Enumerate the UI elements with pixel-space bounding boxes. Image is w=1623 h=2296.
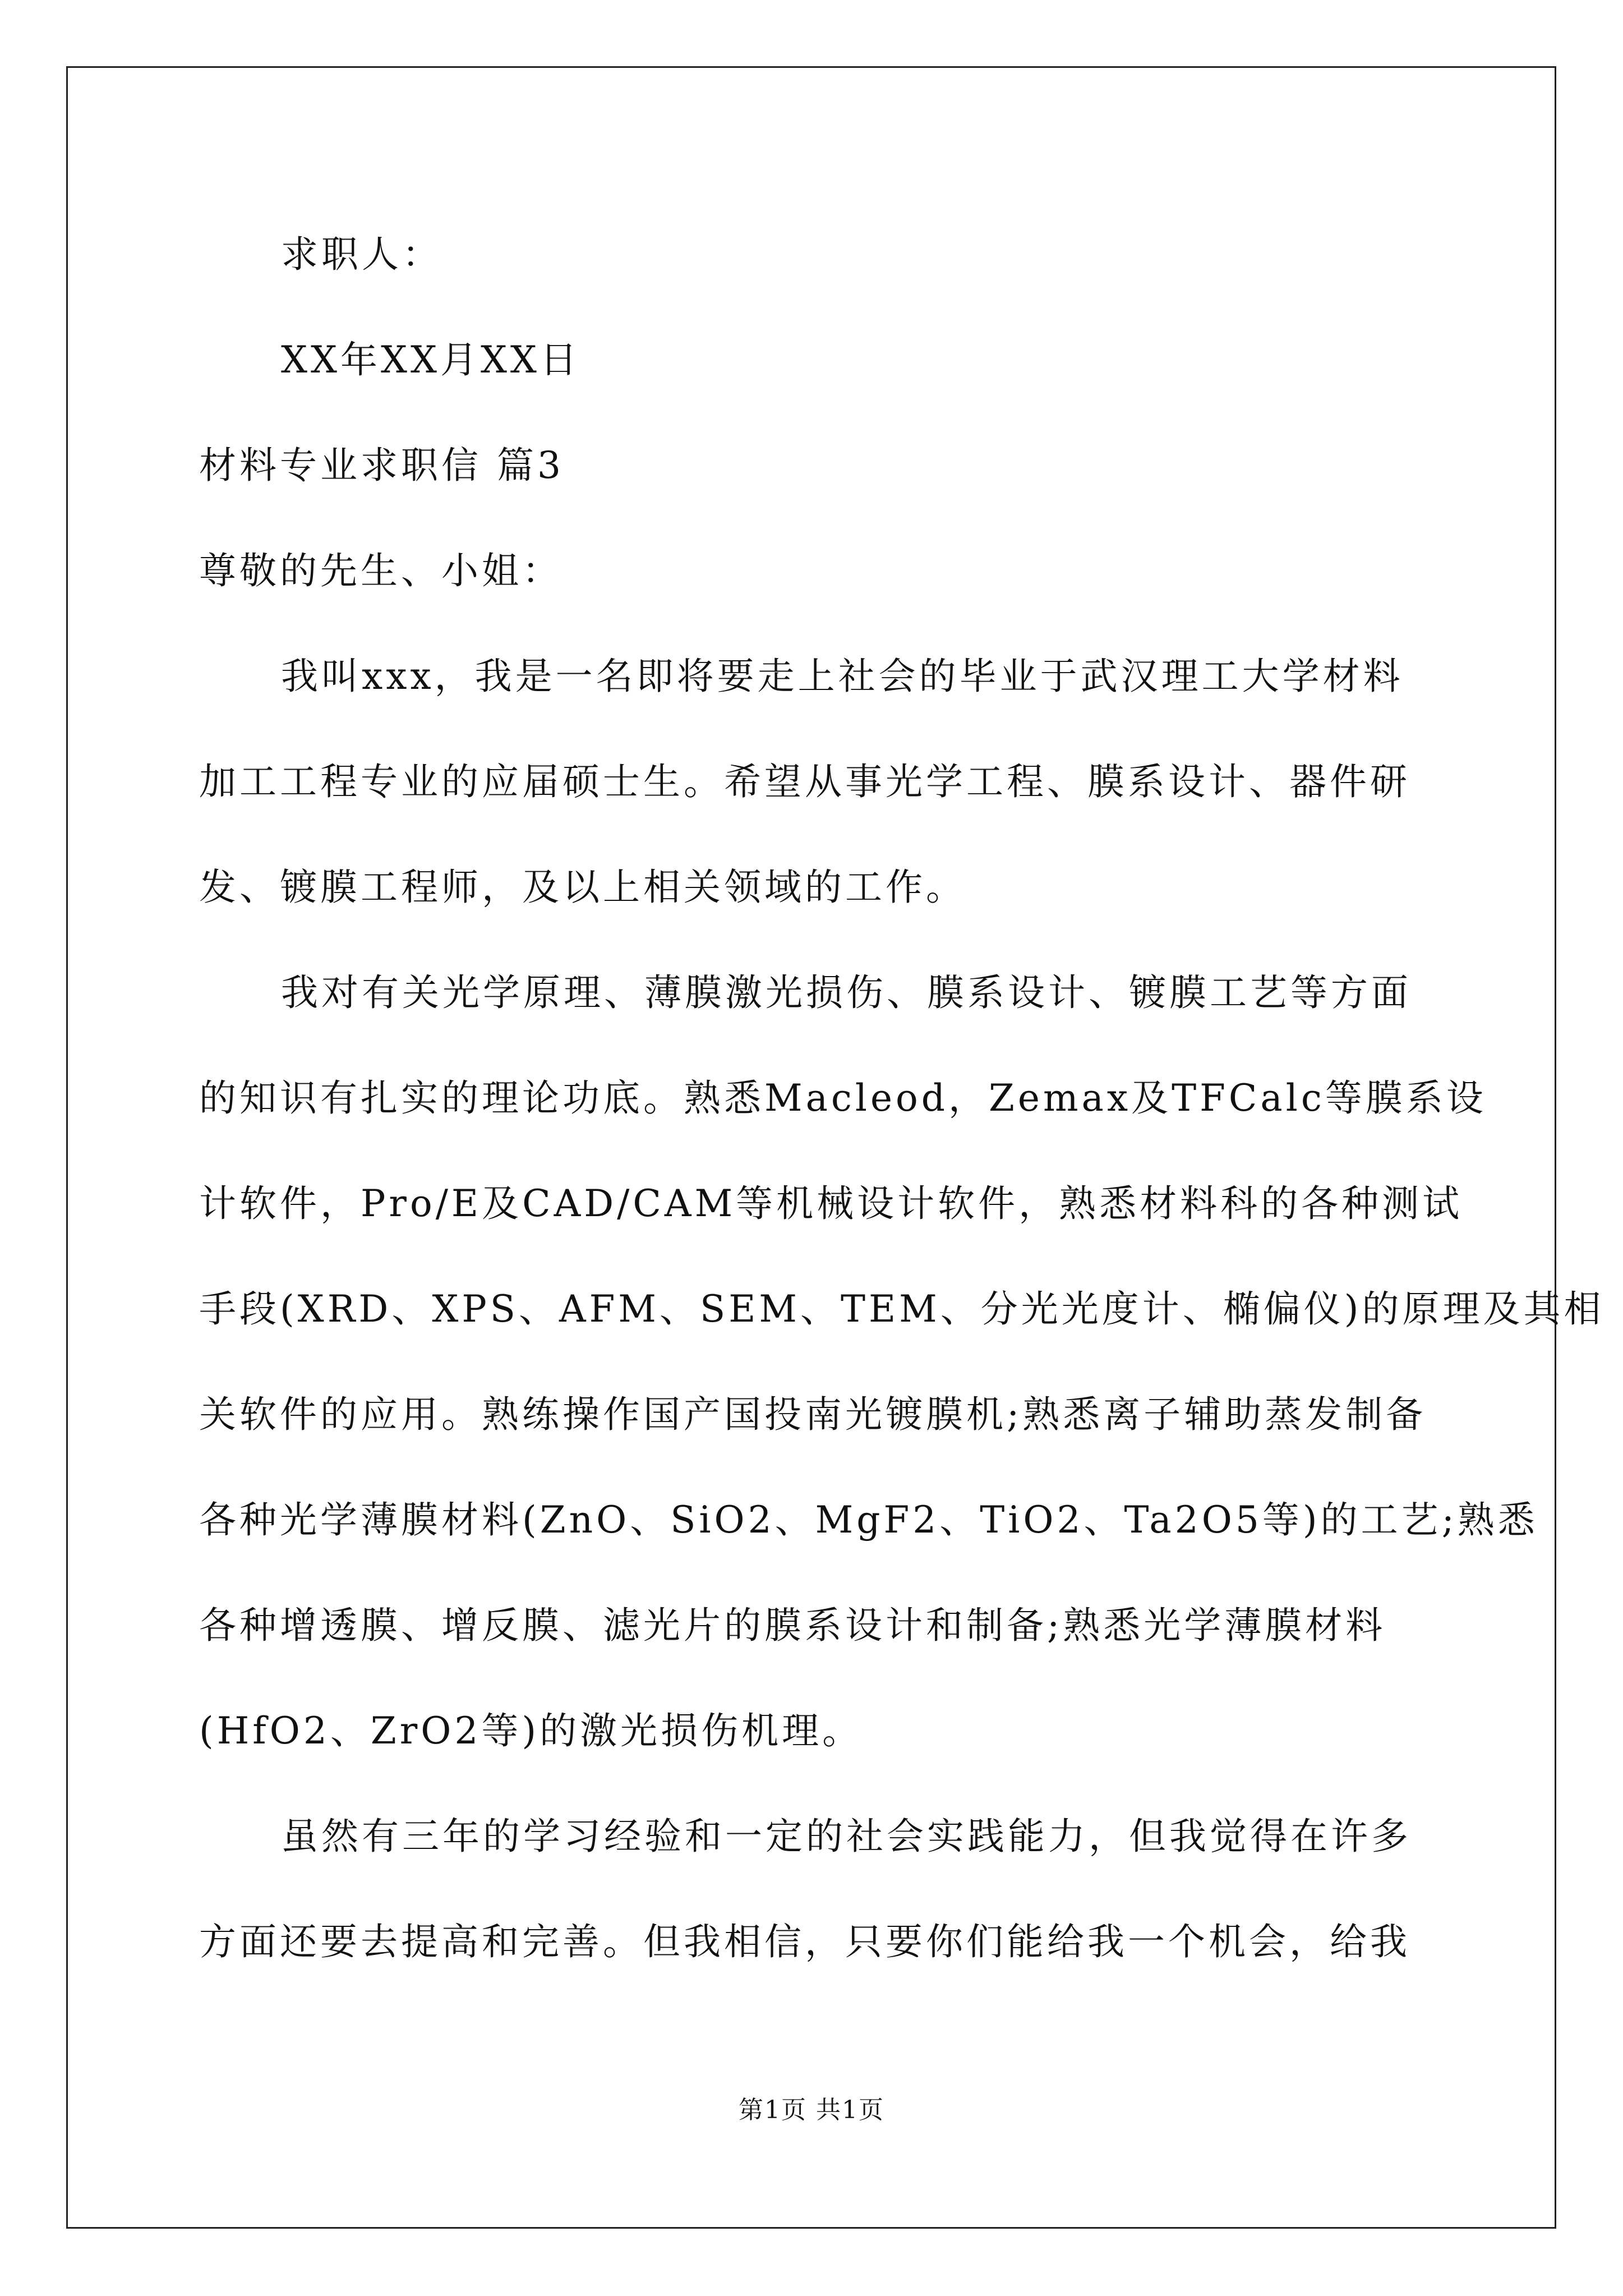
paragraph-2-line-5: 关软件的应用。熟练操作国产国投南光镀膜机;熟悉离子辅助蒸发制备 [199, 1393, 1427, 1436]
paragraph-2-line-6: 各种光学薄膜材料(ZnO、SiO2、MgF2、TiO2、Ta2O5等)的工艺;熟悉 [199, 1498, 1538, 1542]
page-footer: 第1页 共1页 [739, 2096, 884, 2124]
paragraph-2-line-8: (HfO2、ZrO2等)的激光损伤机理。 [199, 1709, 863, 1752]
paragraph-1-line-3: 发、镀膜工程师，及以上相关领域的工作。 [199, 866, 966, 909]
section-title: 材料专业求职信 篇3 [199, 444, 564, 487]
paragraph-2-line-2: 的知识有扎实的理论功底。熟悉Macleod，Zemax及TFCalc等膜系设 [199, 1076, 1487, 1120]
paragraph-2-line-3: 计软件，Pro/E及CAD/CAM等机械设计软件，熟悉材料科的各种测试 [199, 1182, 1463, 1225]
date-line: XX年XX月XX日 [281, 338, 580, 381]
paragraph-2-line-1: 我对有关光学原理、薄膜激光损伤、膜系设计、镀膜工艺等方面 [281, 971, 1412, 1014]
document-body [199, 202, 1604, 1995]
paragraph-3-line-2: 方面还要去提高和完善。但我相信，只要你们能给我一个机会，给我 [199, 1920, 1410, 1963]
salutation: 尊敬的先生、小姐： [199, 549, 562, 592]
paragraph-2-line-4: 手段(XRD、XPS、AFM、SEM、TEM、分光光度计、椭偏仪)的原理及其相 [199, 1287, 1604, 1331]
paragraph-3-line-1: 虽然有三年的学习经验和一定的社会实践能力，但我觉得在许多 [281, 1815, 1412, 1858]
paragraph-1-line-2: 加工工程专业的应届硕士生。希望从事光学工程、膜系设计、器件研 [199, 760, 1410, 803]
paragraph-2-line-7: 各种增透膜、增反膜、滤光片的膜系设计和制备;熟悉光学薄膜材料 [199, 1604, 1386, 1647]
applicant-signature-line: 求职人： [281, 233, 442, 276]
paragraph-1-line-1: 我叫xxx，我是一名即将要走上社会的毕业于武汉理工大学材料 [281, 655, 1404, 698]
